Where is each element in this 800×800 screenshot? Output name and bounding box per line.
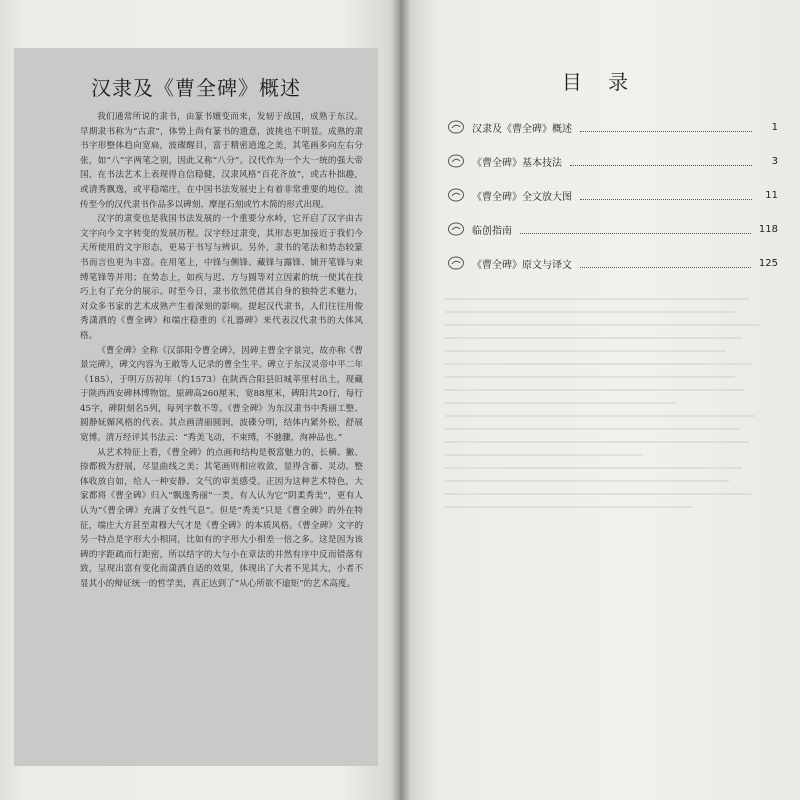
paragraph: 我们通常所说的隶书，由篆书嬗变而来，发轫于战国，成熟于东汉。早期隶书称为“古隶”，体势上尚有篆书的遗意，波挑也不明显。成熟的隶书字形整体趋向宽扁，波碟醒目，富于精密逍逸之美，其笔画多向左右分张，如“八”字两笔之别，因此又称“八分”。汉代作为一个大一统的强大帝国，在书法艺术上表现得自信稳健，汉隶风格“百花齐放”，或古朴拙趣，或清秀飘逸，或平稳端庄，在中国书法发展史上有着非常重要的地位。流传至今的汉代隶书作品多以碑刻、摩崖石刻或竹木简的形式出现。 [80,112,363,210]
toc-entry-label: 临创指南 [472,225,512,237]
toc-entry-label: 汉隶及《曹全碑》概述 [472,123,572,135]
toc-leader-dots [520,225,751,234]
toc-leader-dots [580,123,752,132]
table-of-contents [448,110,778,280]
toc-entry-page: 3 [771,155,778,167]
toc-entry[interactable] [448,246,778,280]
paragraph: 从艺术特征上看，《曹全碑》的点画和结构是极富魅力的，长横、撇、捺都极为舒展，尽显曲线之美；其笔画则相应收敛，显得含蓄、灵动。整体收放自如，给人一种安静、文气的审美感受。正因为这种艺术特色，大家都将《曹全碑》归入“飘逸秀丽”一类，有人认为它“阴柔秀美”，更有人认为“《曹全碑》充满了女性气息”。但是“秀美”只是《曹全碑》的外在特征，端庄大方甚至肃穆大气才是《曹全碑》的本质风格。《曹全碑》文字的另一特点是字形大小相同，比如有的字形大小相差一倍之多。这是因为该碑的字距疏而行距密，所以结字的大与小在章法的井然有序中反而错落有致，呈现出富有变化而潇洒自适的效果，体现出了大者不见其大，小者不显其小的辩证统一的哲学美，真正达到了“从心所欲不逾矩”的艺术高度。 [80,447,363,589]
toc-entry-label: 《曹全碑》原文与译文 [472,259,572,271]
toc-entry[interactable] [448,144,778,178]
toc-leader-dots [580,191,752,200]
toc-entry[interactable] [448,110,778,144]
seal-icon [448,188,464,202]
seal-icon [448,256,464,270]
article-title: 汉隶及《曹全碑》概述 [91,76,301,100]
toc-entry-page: 11 [765,189,778,201]
toc-entry-label: 《曹全碑》全文放大图 [472,191,572,203]
toc-title: 目 录 [561,70,639,94]
seal-icon [448,154,464,168]
seal-icon [448,222,464,236]
toc-entry-label: 《曹全碑》基本技法 [472,157,562,169]
toc-leader-dots [570,157,752,166]
paragraph: 《曹全碑》全称《汉郃阳令曹全碑》，因碑主曹全字景完，故亦称《曹景完碑》，碑文内容为王敞等人记录的曹全生平。碑立于东汉灵帝中平二年（185），于明万历初年（约1573）在陕西合阳县旧城莘里村出土，现藏于陕西西安碑林博物馆。原碑高260厘米，宽88厘米，碑阳共20行，每行45字，碑阴刻名5列，每列字数不等。《曹全碑》为东汉隶书中秀丽工整、圆静妩媚风格的代表。其点画清丽圆润，波碟分明，结体内紧外松，舒展宽博。清万经评其书法云：“秀美飞动，不束缚，不驰骤，洵神品也。” [80,345,363,444]
toc-entry-page: 118 [758,223,778,235]
paragraph: 汉字的隶变也是我国书法发展的一个重要分水岭，它开启了汉字由古文字向今文字转变的发展历程。汉字经过隶变，其形态更加接近于我们今天所使用的文字形态，更易于书写与辨识。另外，隶书的笔法和势态较篆书而言也更为丰富。在用笔上，中锋与侧锋、藏锋与露锋、铺开笔锋与束缚笔锋等并用；在势态上，如疾与迟、方与圆等对立因素的统一使其在技巧上有了充分的展示。时至今日，隶书依然凭借其自身的独特艺术魅力，对众多书家的艺术成熟产生着深刻的影响。提起汉代隶书，人们往往用俊秀潇洒的《曹全碑》和端庄稳重的《礼器碑》来代表汉代隶书的大体风格。 [80,214,363,341]
toc-entry-page: 125 [758,257,778,269]
toc-entry-page: 1 [771,121,778,133]
toc-entry[interactable] [448,178,778,212]
book-spine-shadow [392,0,410,800]
toc-entry[interactable] [448,212,778,246]
seal-icon [448,120,464,134]
article-body [80,110,363,592]
toc-leader-dots [580,259,751,268]
